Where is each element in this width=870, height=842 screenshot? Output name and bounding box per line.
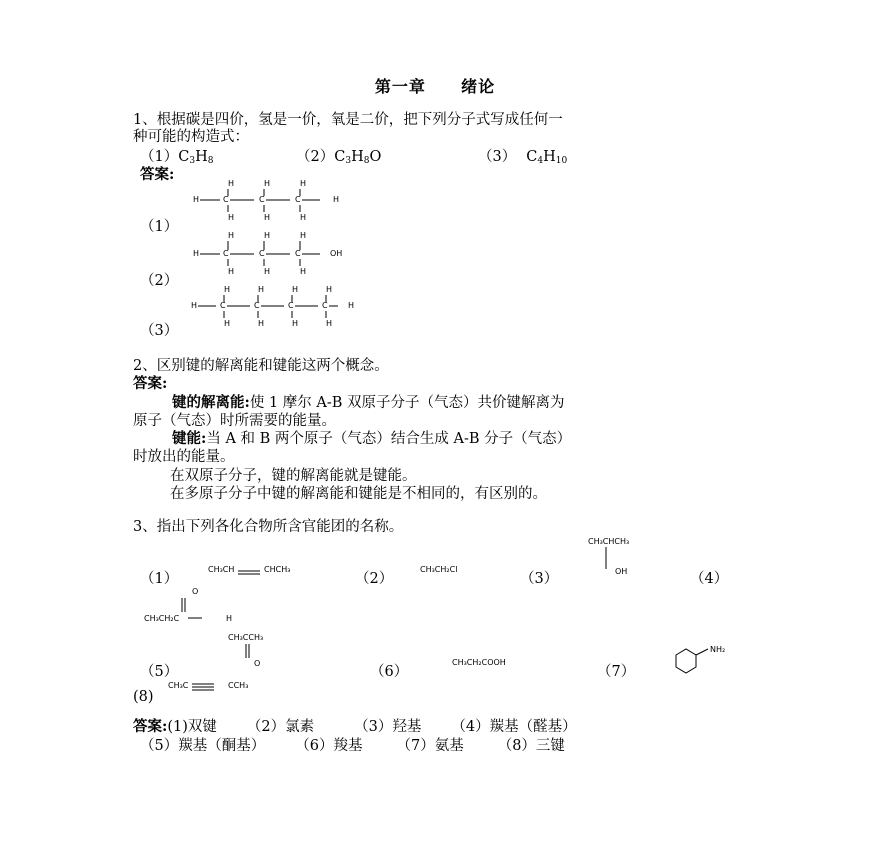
compound-5-ketone [228, 630, 308, 668]
svg-text:C: C [220, 301, 226, 310]
svg-text:CH₃CH₂C: CH₃CH₂C [144, 614, 180, 623]
q3-question: 3、指出下列各化合物所含官能团的名称。 [133, 519, 404, 535]
svg-text:C: C [259, 249, 265, 258]
q3-label-1: （1） [140, 571, 179, 587]
q2-note2: 在多原子分子中键的解离能和键能是不相同的，有区别的。 [170, 486, 547, 502]
q3-label-8: (8) [133, 689, 154, 705]
q3-answer-2: （2）氯素 [246, 719, 315, 735]
struct-label-1: （1） [140, 219, 179, 235]
svg-text:H: H [292, 285, 299, 294]
svg-text:CH₃CH₂COOH: CH₃CH₂COOH [452, 658, 506, 667]
q2-def1-cont: 原子（气态）时所需要的能量。 [133, 413, 336, 429]
svg-text:H: H [300, 267, 307, 276]
q3-answer-7: （7）氨基 [396, 738, 464, 754]
svg-text:C: C [288, 301, 294, 310]
compound-4-aldehyde [144, 586, 254, 626]
q2-def2-text: 当 A 和 B 两个原子（气态）结合生成 A-B 分子（气态） [206, 431, 572, 447]
q1-answer-label: 答案: [140, 166, 175, 183]
svg-text:C: C [254, 301, 260, 310]
svg-text:H: H [224, 285, 231, 294]
chapter-number: 第一章 [374, 77, 426, 96]
q2-def1-text: 使 1 摩尔 A-B 双原子分子（气态）共价键解离为 [249, 395, 565, 411]
svg-text:H: H [191, 301, 198, 310]
svg-text:H: H [292, 319, 299, 328]
svg-text:C: C [322, 301, 328, 310]
q3-answer-3: （3）羟基 [354, 719, 422, 735]
svg-text:H: H [228, 267, 235, 276]
q1-text-line2: 种可能的构造式： [133, 129, 249, 145]
svg-text:H: H [264, 267, 271, 276]
q3-answer-4: （4）羰基（醛基） [451, 719, 577, 735]
svg-text:H: H [193, 195, 200, 204]
compound-7-aniline [668, 645, 748, 680]
svg-text:C: C [223, 249, 229, 258]
svg-text:O: O [192, 587, 199, 596]
svg-text:H: H [193, 249, 200, 258]
q3-answer-5: （5）羰基（酮基） [140, 738, 266, 754]
structure-propane [190, 178, 360, 228]
q1-formula-2: （2）C3H8O [296, 149, 382, 166]
structure-propanol [190, 230, 370, 280]
svg-text:C: C [259, 195, 265, 204]
q2-def1 [172, 394, 565, 412]
q3-answer-label: 答案: [133, 718, 168, 735]
svg-text:CH₃CHCH₃: CH₃CHCH₃ [588, 537, 630, 546]
q3-label-2: （2） [355, 571, 394, 587]
chapter-name: 绪论 [461, 77, 496, 96]
struct-label-2: （2） [140, 273, 179, 289]
q3-answer-1: (1)双键 [167, 719, 217, 735]
chapter-title [0, 74, 870, 97]
q2-def2-term: 键能: [172, 430, 207, 447]
svg-text:CCH₃: CCH₃ [228, 681, 249, 690]
svg-text:O: O [254, 659, 261, 668]
svg-text:H: H [226, 614, 233, 623]
svg-text:OH: OH [330, 249, 343, 258]
svg-text:CH₃CCH₃: CH₃CCH₃ [228, 633, 264, 642]
q3-answers-line2 [140, 737, 565, 755]
svg-text:H: H [326, 319, 333, 328]
svg-text:C: C [295, 195, 301, 204]
q2-def2 [172, 430, 571, 448]
svg-text:NH₂: NH₂ [710, 645, 726, 654]
q3-answers-line1 [133, 718, 577, 736]
svg-text:H: H [300, 213, 307, 222]
q2-answer-label: 答案: [133, 375, 168, 392]
q3-label-6: （6） [370, 664, 409, 680]
svg-text:CH₃CH₂Cl: CH₃CH₂Cl [420, 565, 458, 574]
svg-text:H: H [326, 285, 333, 294]
svg-text:OH: OH [615, 567, 628, 576]
svg-text:CHCH₃: CHCH₃ [264, 565, 291, 574]
struct-label-3: （3） [140, 323, 179, 339]
q3-label-5: （5） [140, 664, 179, 680]
q2-question: 2、区别键的解离能和键能这两个概念。 [133, 358, 389, 374]
q3-label-3: （3） [520, 571, 559, 587]
q3-label-7: （7） [597, 664, 636, 680]
q3-answer-8: （8）三键 [497, 738, 565, 754]
svg-text:H: H [228, 179, 235, 188]
svg-text:CH₃C: CH₃C [168, 681, 189, 690]
structure-butane [188, 284, 368, 334]
svg-text:CH₃CH: CH₃CH [208, 565, 235, 574]
q1-formula-3: （3） C4H10 [478, 149, 568, 166]
q2-def1-term: 键的解离能: [172, 394, 250, 411]
svg-text:H: H [224, 319, 231, 328]
q3-label-4: （4） [690, 571, 729, 587]
svg-text:H: H [258, 285, 265, 294]
q3-answer-6: （6）羧基 [295, 738, 363, 754]
svg-text:H: H [300, 231, 307, 240]
q1-formula-1: （1）C3H8 [140, 149, 214, 166]
svg-text:H: H [333, 195, 340, 204]
svg-text:H: H [264, 231, 271, 240]
svg-text:H: H [348, 301, 355, 310]
q2-def2-cont: 时放出的能量。 [133, 449, 235, 465]
compound-2-chloride [420, 562, 500, 582]
svg-text:C: C [295, 249, 301, 258]
svg-text:H: H [300, 179, 307, 188]
compound-8-alkyne [168, 676, 278, 696]
svg-text:H: H [228, 213, 235, 222]
svg-text:H: H [258, 319, 265, 328]
compound-6-acid [452, 653, 552, 673]
compound-3-alcohol [585, 534, 665, 579]
compound-1-alkene [208, 562, 318, 582]
svg-text:H: H [264, 179, 271, 188]
svg-text:H: H [264, 213, 271, 222]
svg-text:H: H [228, 231, 235, 240]
svg-text:C: C [223, 195, 229, 204]
q1-text-line1: 1、根据碳是四价，氢是一价，氧是二价，把下列分子式写成任何一 [133, 112, 563, 128]
q2-note1: 在双原子分子，键的解离能就是键能。 [170, 468, 417, 484]
